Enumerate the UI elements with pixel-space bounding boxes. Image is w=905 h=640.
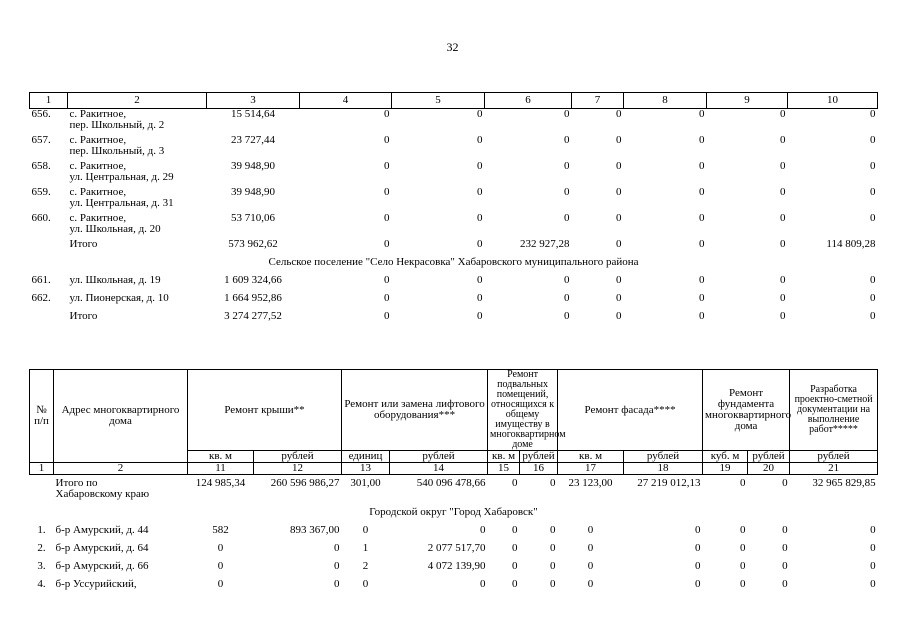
header-facade: Ремонт фасада**** xyxy=(558,370,703,451)
value-cell: 0 xyxy=(699,310,705,322)
value-cell: 0 xyxy=(616,274,622,286)
value-cell: 0 xyxy=(477,238,483,250)
col-num: 8 xyxy=(624,93,707,109)
value-cell: 0 xyxy=(870,292,876,304)
value-cell: 0 xyxy=(477,310,483,322)
value-cell: 0 xyxy=(477,160,483,172)
value-cell: 0 xyxy=(477,212,483,224)
value-cell: 2 077 517,70 xyxy=(427,541,486,554)
table-row xyxy=(30,293,878,311)
address-cell: б-р Амурский, д. 64 xyxy=(55,541,149,554)
value-cell: 0 xyxy=(512,541,518,554)
value-cell: 0 xyxy=(384,134,390,146)
value-cell: 53 710,06 xyxy=(231,212,275,224)
value-cell: 1 xyxy=(362,541,369,554)
unit-cell: кв. м xyxy=(558,451,624,463)
col-num: 14 xyxy=(390,463,488,475)
value-cell: 0 xyxy=(699,212,705,224)
row-number: 2. xyxy=(37,541,46,554)
value-cell: 0 xyxy=(870,212,876,224)
value-cell: 0 xyxy=(362,577,369,590)
value-cell: 2 xyxy=(362,559,369,572)
unit-cell: рублей xyxy=(748,451,790,463)
value-cell: 0 xyxy=(480,523,486,536)
value-cell: 0 xyxy=(782,523,788,536)
value-cell: 0 xyxy=(616,108,622,120)
row-number: 657. xyxy=(31,134,51,146)
value-cell: 0 xyxy=(699,238,705,250)
page-number: 32 xyxy=(446,40,459,54)
value-cell: 0 xyxy=(550,541,556,554)
value-cell: 0 xyxy=(616,212,622,224)
table-row xyxy=(30,135,878,161)
value-cell: 0 xyxy=(616,134,622,146)
total-label-line: Итого по xyxy=(55,477,98,489)
value-cell: 0 xyxy=(780,238,786,250)
address-cell xyxy=(68,213,207,239)
value-cell: 0 xyxy=(334,577,340,590)
value-cell: 0 xyxy=(616,310,622,322)
col-num: 17 xyxy=(558,463,624,475)
value-cell: 260 596 986,27 xyxy=(270,477,340,489)
total-label: Итого xyxy=(69,238,98,250)
value-cell: 0 xyxy=(870,523,876,536)
value-cell: 0 xyxy=(384,238,390,250)
value-cell: 23 123,00 xyxy=(568,477,613,489)
unit-cell: рублей xyxy=(624,451,703,463)
value-cell: 0 xyxy=(550,523,556,536)
value-cell: 0 xyxy=(564,310,570,322)
value-cell: 0 xyxy=(477,134,483,146)
value-cell: 0 xyxy=(870,541,876,554)
table-row xyxy=(30,579,878,597)
col-num: 21 xyxy=(790,463,878,475)
col-num: 6 xyxy=(485,93,572,109)
header-docs: Разработка проектно-сметной документации на выполнение работ***** xyxy=(790,370,878,451)
row-number: 662. xyxy=(31,292,51,304)
address-line: с. Ракитное, xyxy=(69,212,127,224)
header-row xyxy=(30,370,878,451)
col-num: 20 xyxy=(748,463,790,475)
value-cell: 124 985,34 xyxy=(195,477,246,489)
header-basement: Ремонт подвальных помещений, относящихся к общему имуществу в многоквартирном доме xyxy=(488,370,558,451)
col-num: 13 xyxy=(342,463,390,475)
row-number: 1. xyxy=(37,523,46,536)
value-cell: 0 xyxy=(695,523,701,536)
value-cell: 0 xyxy=(782,577,788,590)
col-num: 9 xyxy=(707,93,788,109)
value-cell: 0 xyxy=(564,134,570,146)
value-cell: 0 xyxy=(512,477,518,489)
column-number-row xyxy=(30,463,878,475)
value-cell: 0 xyxy=(699,186,705,198)
col-num: 19 xyxy=(703,463,748,475)
row-number: 659. xyxy=(31,186,51,198)
col-num: 1 xyxy=(30,463,54,475)
value-cell: 540 096 478,66 xyxy=(416,477,486,489)
value-cell: 0 xyxy=(870,577,876,590)
value-cell: 0 xyxy=(695,577,701,590)
value-cell: 573 962,62 xyxy=(228,238,278,250)
value-cell: 0 xyxy=(384,186,390,198)
value-cell: 39 948,90 xyxy=(231,186,275,198)
section-row xyxy=(30,507,878,525)
value-cell: 4 072 139,90 xyxy=(427,559,486,572)
unit-cell: единиц xyxy=(342,451,390,463)
value-cell: 0 xyxy=(740,477,746,489)
value-cell: 0 xyxy=(512,577,518,590)
row-number: 660. xyxy=(31,212,51,224)
col-num: 2 xyxy=(68,93,207,109)
value-cell: 582 xyxy=(212,523,229,536)
value-cell: 0 xyxy=(564,108,570,120)
total-row xyxy=(30,239,878,257)
value-cell: 0 xyxy=(870,134,876,146)
unit-cell: рублей xyxy=(520,451,558,463)
value-cell: 0 xyxy=(550,577,556,590)
header-foundation: Ремонт фундамента многоквартирного дома xyxy=(703,370,790,451)
value-cell: 0 xyxy=(782,477,788,489)
value-cell: 0 xyxy=(217,577,224,590)
address-cell: б-р Амурский, д. 44 xyxy=(55,523,149,536)
address-line: ул. Центральная, д. 29 xyxy=(69,171,174,183)
header-roof: Ремонт крыши** xyxy=(188,370,342,451)
value-cell: 27 219 012,13 xyxy=(637,477,701,489)
value-cell: 0 xyxy=(780,186,786,198)
value-cell: 23 727,44 xyxy=(231,134,275,146)
address-line: пер. Школьный, д. 3 xyxy=(69,145,165,157)
column-number-row xyxy=(30,93,878,109)
empty-cell xyxy=(30,239,68,257)
value-cell: 0 xyxy=(550,477,556,489)
table-row xyxy=(30,525,878,543)
value-cell: 0 xyxy=(384,292,390,304)
row-number: 658. xyxy=(31,160,51,172)
value-cell: 0 xyxy=(740,541,746,554)
value-cell: 0 xyxy=(870,108,876,120)
table-row xyxy=(30,187,878,213)
value-cell: 0 xyxy=(616,160,622,172)
value-cell: 0 xyxy=(699,292,705,304)
value-cell: 0 xyxy=(616,186,622,198)
col-num: 4 xyxy=(300,93,392,109)
unit-cell: рублей xyxy=(254,451,342,463)
value-cell: 0 xyxy=(334,541,340,554)
empty-cell xyxy=(30,475,54,507)
value-cell: 0 xyxy=(782,541,788,554)
value-cell: 0 xyxy=(740,523,746,536)
address-line: ул. Школьная, д. 20 xyxy=(69,223,161,235)
value-cell: 0 xyxy=(695,559,701,572)
value-cell: 0 xyxy=(384,160,390,172)
value-cell: 0 xyxy=(587,523,594,536)
total-label: Итого xyxy=(69,310,98,322)
value-cell: 0 xyxy=(616,238,622,250)
address-line: с. Ракитное, xyxy=(69,108,127,120)
row-number: 4. xyxy=(37,577,46,590)
value-cell: 0 xyxy=(699,160,705,172)
value-cell: 0 xyxy=(780,310,786,322)
col-num: 1 xyxy=(30,93,68,109)
value-cell: 0 xyxy=(870,559,876,572)
value-cell: 0 xyxy=(870,274,876,286)
value-cell: 0 xyxy=(477,274,483,286)
value-cell: 0 xyxy=(477,186,483,198)
value-cell: 0 xyxy=(699,134,705,146)
value-cell: 0 xyxy=(334,559,340,572)
value-cell: 0 xyxy=(740,577,746,590)
value-cell: 0 xyxy=(870,310,876,322)
value-cell: 0 xyxy=(587,559,594,572)
value-cell: 0 xyxy=(695,541,701,554)
unit-cell: кв. м xyxy=(488,451,520,463)
header-lift: Ремонт или замена лифтового оборудования*** xyxy=(342,370,488,451)
value-cell: 0 xyxy=(699,274,705,286)
value-cell: 0 xyxy=(587,577,594,590)
table-row xyxy=(30,109,878,136)
value-cell: 0 xyxy=(217,559,224,572)
empty-cell xyxy=(30,311,68,329)
value-cell: 0 xyxy=(384,212,390,224)
value-cell: 0 xyxy=(384,108,390,120)
value-cell: 39 948,90 xyxy=(231,160,275,172)
value-cell: 301,00 xyxy=(350,477,381,489)
address-cell xyxy=(68,187,207,213)
total-label xyxy=(54,475,188,507)
table-row xyxy=(30,275,878,293)
value-cell: 0 xyxy=(740,559,746,572)
address-cell: ул. Пионерская, д. 10 xyxy=(69,292,169,304)
address-cell: б-р Уссурийский, xyxy=(55,577,137,590)
value-cell: 0 xyxy=(870,186,876,198)
value-cell: 0 xyxy=(564,160,570,172)
value-cell: 0 xyxy=(780,134,786,146)
value-cell: 0 xyxy=(564,212,570,224)
unit-cell: рублей xyxy=(390,451,488,463)
row-number: 661. xyxy=(31,274,51,286)
value-cell: 0 xyxy=(384,310,390,322)
value-cell: 3 274 277,52 xyxy=(224,310,282,322)
table-row xyxy=(30,213,878,239)
value-cell: 0 xyxy=(480,577,486,590)
address-line: с. Ракитное, xyxy=(69,186,127,198)
value-cell: 0 xyxy=(477,108,483,120)
value-cell: 0 xyxy=(616,292,622,304)
total-row xyxy=(30,311,878,329)
total-row xyxy=(30,475,878,507)
address-line: ул. Центральная, д. 31 xyxy=(69,197,174,209)
table-row xyxy=(30,543,878,561)
unit-cell: кв. м xyxy=(188,451,254,463)
row-number: 656. xyxy=(31,108,51,120)
col-num: 16 xyxy=(520,463,558,475)
value-cell: 0 xyxy=(564,186,570,198)
value-cell: 0 xyxy=(550,559,556,572)
address-line: с. Ракитное, xyxy=(69,160,127,172)
value-cell: 0 xyxy=(512,559,518,572)
address-line: пер. Школьный, д. 2 xyxy=(69,119,165,131)
table-bottom xyxy=(29,369,878,597)
header-address: Адрес многоквартирного дома xyxy=(54,370,188,463)
row-number: 3. xyxy=(37,559,46,572)
value-cell: 0 xyxy=(780,212,786,224)
value-cell: 0 xyxy=(362,523,369,536)
value-cell: 32 965 829,85 xyxy=(812,477,876,489)
value-cell: 1 609 324,66 xyxy=(224,274,282,286)
header-num: № п/п xyxy=(30,370,54,463)
value-cell: 0 xyxy=(564,292,570,304)
col-num: 7 xyxy=(572,93,624,109)
unit-cell: рублей xyxy=(790,451,878,463)
col-num: 2 xyxy=(54,463,188,475)
value-cell: 0 xyxy=(780,274,786,286)
value-cell: 0 xyxy=(782,559,788,572)
value-cell: 232 927,28 xyxy=(520,238,570,250)
value-cell: 0 xyxy=(587,541,594,554)
col-num: 12 xyxy=(254,463,342,475)
value-cell: 0 xyxy=(780,108,786,120)
address-line: с. Ракитное, xyxy=(69,134,127,146)
table-row xyxy=(30,161,878,187)
total-label-line: Хабаровскому краю xyxy=(55,488,150,500)
address-cell xyxy=(68,161,207,187)
unit-cell: куб. м xyxy=(703,451,748,463)
value-cell: 0 xyxy=(699,108,705,120)
value-cell: 1 664 952,86 xyxy=(224,292,282,304)
value-cell: 0 xyxy=(384,274,390,286)
col-num: 5 xyxy=(392,93,485,109)
value-cell: 15 514,64 xyxy=(231,108,275,120)
value-cell: 0 xyxy=(870,160,876,172)
section-row xyxy=(30,257,878,275)
value-cell: 0 xyxy=(477,292,483,304)
value-cell: 0 xyxy=(780,160,786,172)
address-cell xyxy=(68,109,207,136)
col-num: 11 xyxy=(188,463,254,475)
col-num: 10 xyxy=(788,93,878,109)
address-cell: ул. Школьная, д. 19 xyxy=(69,274,161,286)
value-cell: 114 809,28 xyxy=(826,238,876,250)
col-num: 15 xyxy=(488,463,520,475)
col-num: 18 xyxy=(624,463,703,475)
value-cell: 0 xyxy=(217,541,224,554)
value-cell: 0 xyxy=(780,292,786,304)
address-cell: б-р Амурский, д. 66 xyxy=(55,559,149,572)
value-cell: 0 xyxy=(564,274,570,286)
table-row xyxy=(30,561,878,579)
address-cell xyxy=(68,135,207,161)
table-top xyxy=(29,92,878,329)
col-num: 3 xyxy=(207,93,300,109)
value-cell: 893 367,00 xyxy=(290,523,340,536)
value-cell: 0 xyxy=(512,523,518,536)
section-title: Городской округ "Город Хабаровск" xyxy=(369,505,538,518)
section-title: Сельское поселение "Село Некрасовка" Хабаровского муниципального района xyxy=(268,256,639,268)
